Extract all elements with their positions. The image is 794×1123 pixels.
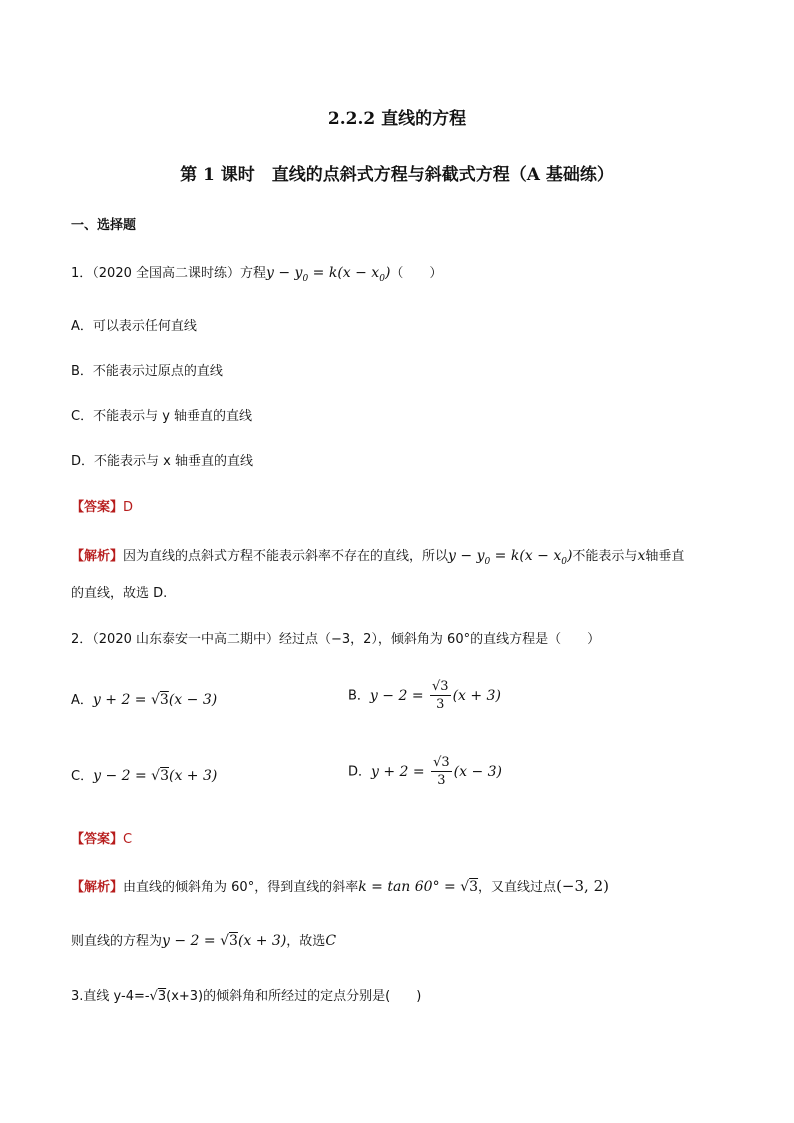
question-1-equation: $y - y_0 = k(x - x_0)$ (266, 265, 391, 284)
question-2-option-c: C．y − 2 = √3(x + 3) (71, 768, 218, 784)
question-1-option-d: D．不能表示与 x 轴垂直的直线 (71, 454, 253, 469)
question-2-stem: 2．（2020 山东泰安一中高二期中）经过点（−3，2），倾斜角为 60°的直线方程是（ ） (71, 632, 601, 647)
page-title: 2.2.2 直线的方程 (327, 109, 467, 129)
question-2-option-a: A．y + 2 = √3(x − 3) (71, 692, 218, 708)
question-1-option-a: A．可以表示任何直线 (71, 319, 197, 334)
question-2-option-d: D．y + 2 = $\frac{√3}{3}$ (x − 3) (348, 755, 503, 788)
question-2-option-b: B．y − 2 = $\frac{√3}{3}$ (x + 3) (348, 679, 501, 712)
question-2-analysis: 【解析】由直线的倾斜角为 60°，得到直线的斜率k = tan 60° = √3，又直线过点(−3, 2) (71, 877, 609, 895)
question-2-analysis-line2: 则直线的方程为y − 2 = √3(x + 3)，故选C (71, 933, 337, 949)
question-2-answer: 【答案】C (71, 832, 133, 847)
question-3-stem: 3.直线 y-4=-√3(x+3)的倾斜角和所经过的定点分别是( ) (71, 989, 422, 1004)
question-1-analysis: 【解析】因为直线的点斜式方程不能表示斜率不存在的直线，所以$y - y_0 = k(x - x_0)$不能表示与x轴垂直 (71, 548, 685, 567)
page-subtitle: 第 1 课时 直线的点斜式方程与斜截式方程（A 基础练） (180, 165, 614, 185)
question-1-option-b: B．不能表示过原点的直线 (71, 364, 223, 379)
question-1-analysis-line2: 的直线，故选 D. (71, 586, 168, 601)
section-heading: 一、选择题 (71, 218, 137, 233)
question-1-option-c: C．不能表示与 y 轴垂直的直线 (71, 409, 253, 424)
question-1-stem: 1．（2020 全国高二课时练）方程$y - y_0 = k(x - x_0)$（ ） (71, 265, 443, 284)
question-1-answer: 【答案】D (71, 500, 134, 515)
